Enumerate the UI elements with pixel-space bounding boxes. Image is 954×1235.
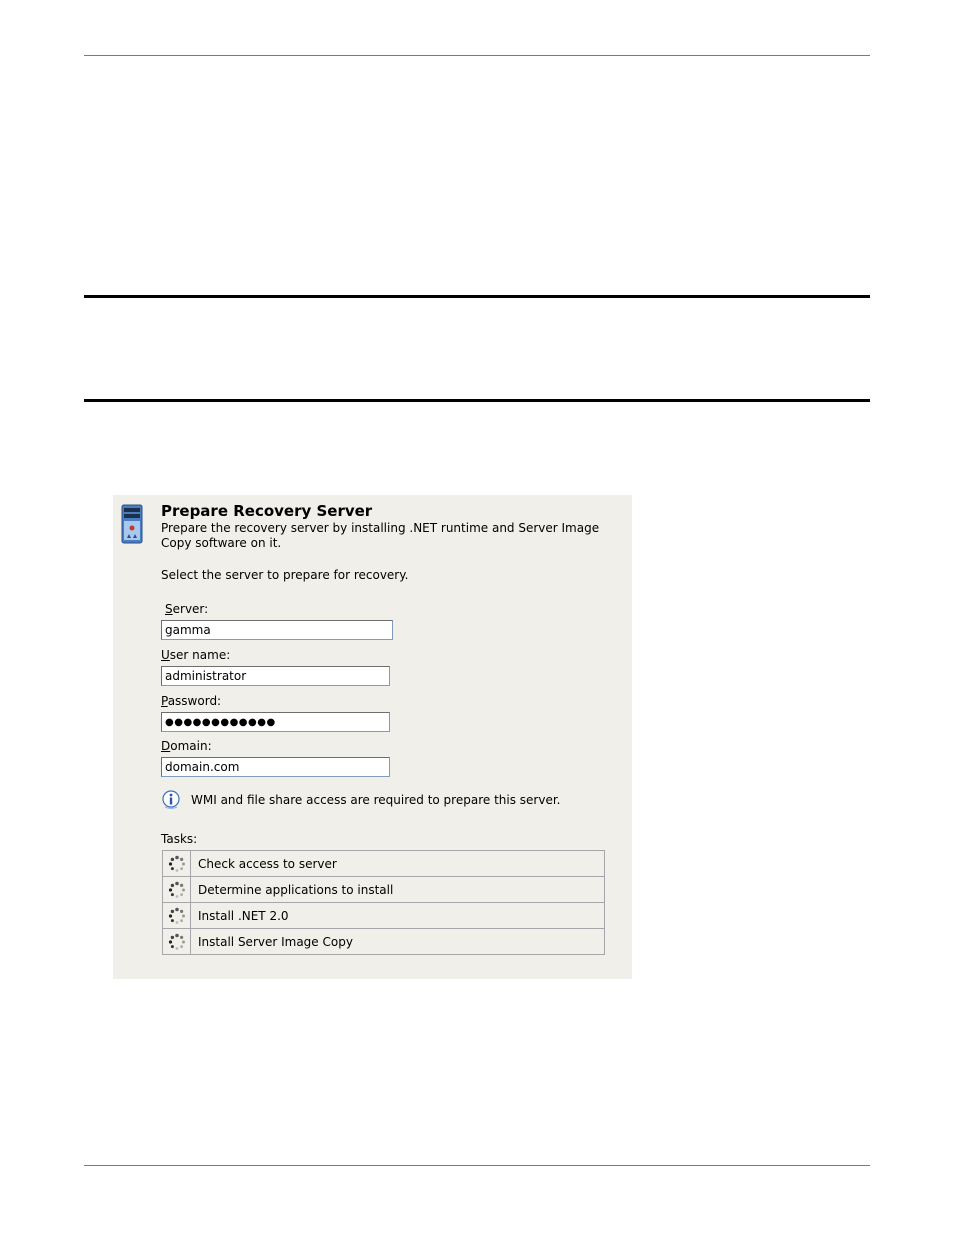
task-label: Install .NET 2.0 [191, 903, 605, 929]
page-header-rule [84, 55, 870, 56]
password-label: Password: [161, 694, 222, 708]
spinner-icon [168, 907, 186, 925]
server-label: Server: [165, 602, 209, 616]
spinner-icon [168, 933, 186, 951]
task-row [163, 903, 605, 929]
server-icon [121, 504, 143, 544]
spinner-icon [168, 881, 186, 899]
tasks-label: Tasks: [161, 832, 198, 846]
task-row [163, 877, 605, 903]
spinner-icon [168, 855, 186, 873]
task-row [163, 929, 605, 955]
server-input[interactable] [161, 620, 393, 640]
domain-input[interactable] [161, 757, 390, 777]
user-name-label: User name: [161, 648, 231, 662]
task-label: Determine applications to install [191, 877, 605, 903]
prepare-recovery-server-dialog [113, 495, 632, 979]
domain-label: Domain: [161, 739, 212, 753]
page-footer-rule [84, 1165, 870, 1166]
info-message: WMI and file share access are required to prepare this server. [191, 793, 561, 807]
select-prompt: Select the server to prepare for recovery. [161, 568, 409, 582]
task-row [163, 851, 605, 877]
info-icon [161, 790, 181, 810]
task-label: Install Server Image Copy [191, 929, 605, 955]
section-rule-top [84, 295, 870, 298]
task-label: Check access to server [191, 851, 605, 877]
dialog-description: Prepare the recovery server by installing .NET runtime and Server Image Copy software on it. [161, 521, 600, 550]
password-input[interactable] [161, 712, 390, 732]
section-rule-bottom [84, 399, 870, 402]
dialog-title: Prepare Recovery Server [161, 502, 373, 520]
user-name-input[interactable] [161, 666, 390, 686]
tasks-list [162, 850, 605, 955]
